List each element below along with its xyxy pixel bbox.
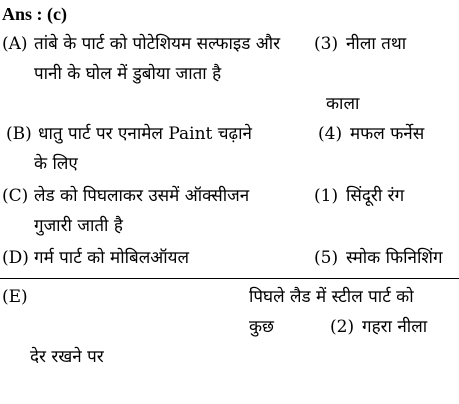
row-a-description-line1: तांबे के पार्ट को पोटेशियम सल्फाइड और xyxy=(34,34,281,54)
row-c-match-number: (1) xyxy=(314,186,339,206)
row-a-match-number: (3) xyxy=(314,34,339,54)
row-e-description-line3: देर रखने पर xyxy=(30,347,104,367)
row-c-match-text: सिंदूरी रंग xyxy=(346,186,405,206)
row-a-match-line2: काला xyxy=(326,94,360,114)
row-a-match-line1: नीला तथा xyxy=(346,34,407,54)
row-a-description-line2: पानी के घोल में डुबोया जाता है xyxy=(34,64,222,84)
row-d-description-line1: गर्म पार्ट को मोबिलऑयल xyxy=(34,248,190,268)
row-c-description-line2: गुजारी जाती है xyxy=(34,216,123,236)
row-b-match-text: मफल फर्नेस xyxy=(350,124,425,144)
row-a-label: (A) xyxy=(2,34,28,54)
row-d-label: (D) xyxy=(2,248,29,268)
row-b-description-line2: के लिए xyxy=(34,154,78,174)
row-b-label: (B) xyxy=(6,124,32,144)
row-e-match-text: गहरा नीला xyxy=(362,317,428,337)
answer-heading: Ans : (c) xyxy=(2,4,67,24)
row-d-match-number: (5) xyxy=(314,248,339,268)
row-d-match-text: स्मोक फिनिशिंग xyxy=(346,248,443,268)
row-e-label: (E) xyxy=(2,287,28,307)
row-c-label: (C) xyxy=(2,186,29,206)
row-c-description-line1: लेड को पिघलाकर उसमें ऑक्सीजन xyxy=(34,186,250,206)
row-e-description-line1: पिघले लैड में स्टील पार्ट को xyxy=(249,287,414,307)
row-b-match-number: (4) xyxy=(318,124,343,144)
row-b-description-line1: धातु पार्ट पर एनामेल Paint चढ़ाने xyxy=(38,124,252,144)
divider-line xyxy=(0,278,459,279)
row-e-match-number: (2) xyxy=(330,317,355,337)
row-e-description-line2: कुछ xyxy=(249,317,274,337)
